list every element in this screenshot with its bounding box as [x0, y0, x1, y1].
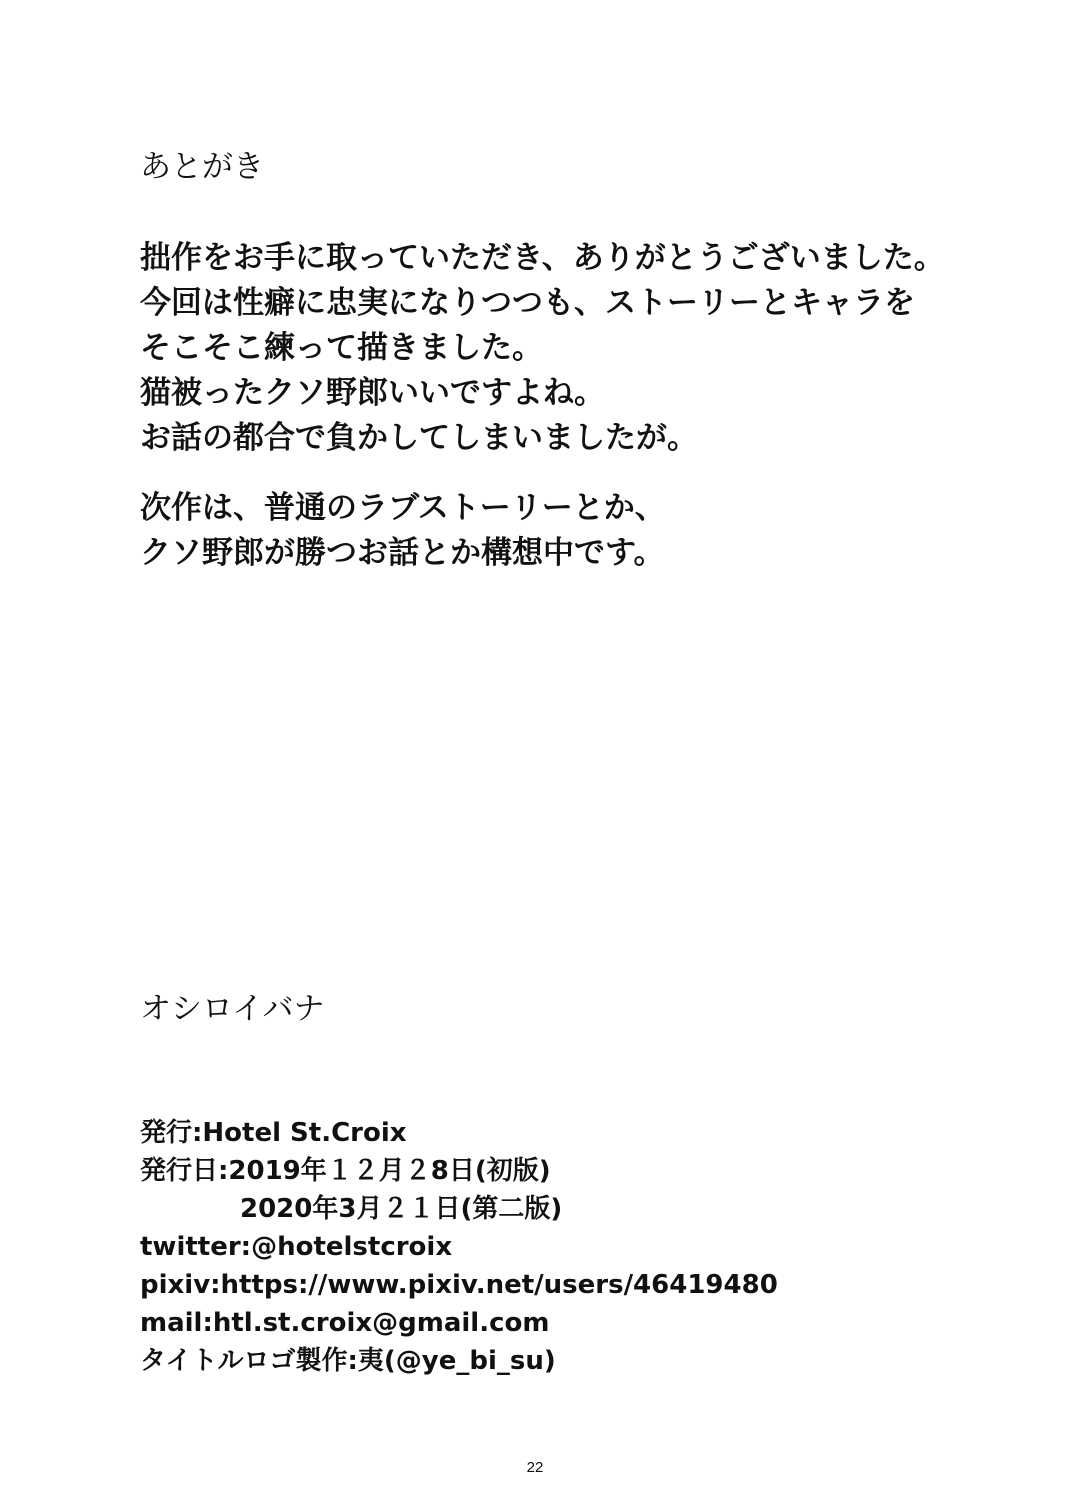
logo-credit-line: タイトルロゴ製作:夷(@ye_bi_su) — [140, 1346, 556, 1376]
publication-date-second-edition: 2020年3月２１日(第二版) — [240, 1194, 563, 1224]
afterword-line: クソ野郎が勝つお話とか構想中です。 — [140, 535, 665, 571]
afterword-heading: あとがき — [140, 149, 264, 185]
mail-line: mail:htl.st.croix@gmail.com — [140, 1308, 550, 1338]
pixiv-line: pixiv:https://www.pixiv.net/users/46419480 — [140, 1270, 778, 1300]
afterword-line: 次作は、普通のラブストーリーとか、 — [140, 490, 666, 526]
twitter-line: twitter:@hotelstcroix — [140, 1232, 453, 1262]
afterword-line: 拙作をお手に取っていただき、ありがとうございました。 — [140, 240, 945, 276]
page-number: 22 — [526, 1459, 544, 1476]
afterword-line: お話の都合で負かしてしまいましたが。 — [140, 420, 698, 456]
afterword-line: 猫被ったクソ野郎いいですよね。 — [140, 375, 605, 411]
afterword-line: 今回は性癖に忠実になりつつも、ストーリーとキャラを — [140, 285, 915, 321]
afterword-line: そこそこ練って描きました。 — [140, 330, 543, 366]
afterword-paragraph-1 — [140, 236, 945, 461]
publisher-line: 発行:Hotel St.Croix — [140, 1118, 407, 1148]
book-title: オシロイバナ — [140, 991, 325, 1027]
colophon — [140, 1114, 778, 1380]
afterword-paragraph-2 — [140, 486, 666, 576]
publication-date-first-edition: 発行日:2019年１２月２8日(初版) — [140, 1156, 551, 1186]
